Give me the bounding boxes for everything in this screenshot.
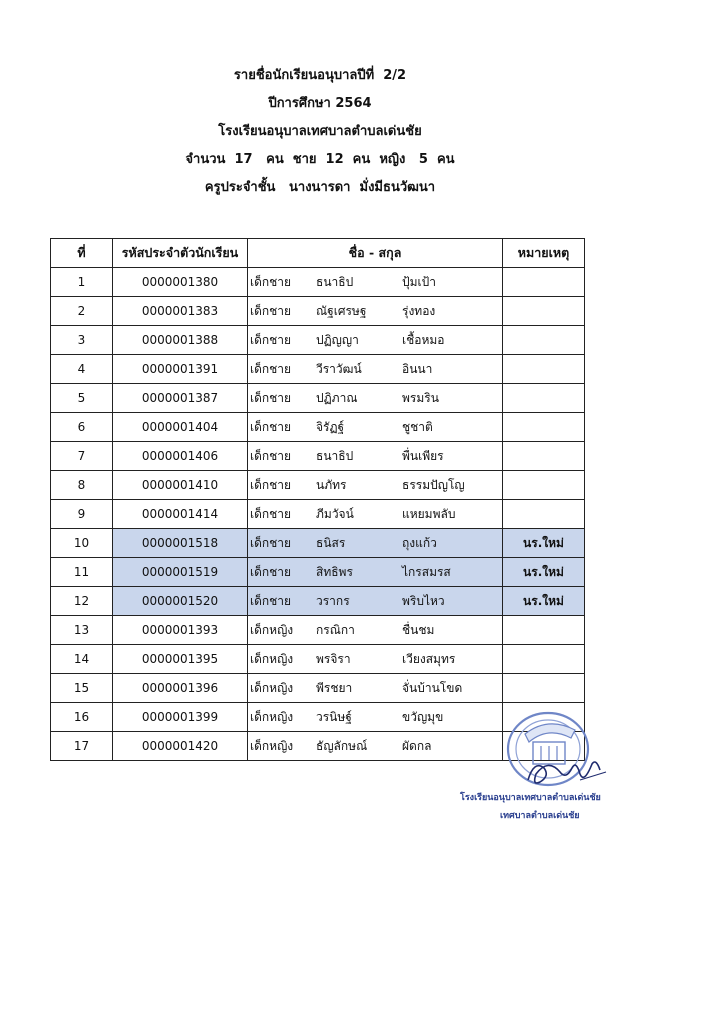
first-name: ณัฐเศรษฐ [316,303,367,318]
student-name [248,616,503,645]
name-prefix: เด็กชาย [250,390,292,405]
name-prefix: เด็กชาย [250,564,292,579]
remark [503,268,585,297]
table-row [51,674,585,703]
first-name: ธนาธิป [316,448,354,463]
student-name [248,326,503,355]
last-name: ขวัญมุข [402,709,444,724]
student-name [248,413,503,442]
last-name: จั่นบ้านโขด [402,680,463,695]
table-row [51,413,585,442]
first-name: วีราวัฒน์ [316,361,362,376]
student-name [248,471,503,500]
table-row [51,645,585,674]
table-row [51,384,585,413]
student-id: 0000001414 [113,500,248,529]
student-name [248,384,503,413]
table-row [51,268,585,297]
student-name [248,268,503,297]
remark [503,500,585,529]
row-number: 9 [51,500,113,529]
row-number: 5 [51,384,113,413]
name-prefix: เด็กชาย [250,332,292,347]
row-number: 3 [51,326,113,355]
row-number: 1 [51,268,113,297]
name-prefix: เด็กชาย [250,593,292,608]
title-school: โรงเรียนอนุบาลเทศบาลตำบลเด่นชัย [218,124,422,139]
name-prefix: เด็กหญิง [250,622,294,637]
student-id: 0000001391 [113,355,248,384]
name-prefix: เด็กชาย [250,535,292,550]
remark [503,413,585,442]
name-prefix: เด็กชาย [250,303,292,318]
student-id: 0000001395 [113,645,248,674]
first-name: ธนิสร [316,535,346,550]
row-number: 7 [51,442,113,471]
title-academic-year: ปีการศึกษา 2564 [268,96,372,111]
stamp-municipality-name: เทศบาลตำบลเด่นชัย [500,811,580,821]
remark [503,355,585,384]
document-header [0,62,640,202]
first-name: ภีมวัจน์ [316,506,354,521]
name-prefix: เด็กหญิง [250,709,294,724]
name-prefix: เด็กหญิง [250,680,294,695]
student-name [248,355,503,384]
last-name: เชื้อหมอ [402,332,445,347]
last-name: ผัดกล [402,738,432,753]
table-row [51,326,585,355]
name-prefix: เด็กชาย [250,448,292,463]
col-header-name: ชื่อ - สกุล [248,239,503,268]
first-name: ธัญลักษณ์ [316,738,368,753]
table-row [51,471,585,500]
remark: นร.ใหม่ [503,587,585,616]
student-id: 0000001520 [113,587,248,616]
remark [503,674,585,703]
title-class: รายชื่อนักเรียนอนุบาลปีที่ 2/2 [233,68,407,83]
first-name: ปฏิญญา [316,332,359,347]
remark [503,616,585,645]
first-name: พีรชยา [316,680,353,695]
table-row [51,355,585,384]
col-header-student-id: รหัสประจำตัวนักเรียน [113,239,248,268]
first-name: จิรัฏฐ์ [316,419,345,434]
stamp-school-name: โรงเรียนอนุบาลเทศบาลตำบลเด่นชัย [460,793,601,803]
row-number: 14 [51,645,113,674]
remark [503,645,585,674]
student-id: 0000001383 [113,297,248,326]
table-row [51,558,585,587]
name-prefix: เด็กหญิง [250,651,294,666]
remark [503,326,585,355]
last-name: ชูชาติ [402,419,433,434]
last-name: ไกรสมรส [402,564,451,579]
table-row [51,442,585,471]
student-id: 0000001387 [113,384,248,413]
name-prefix: เด็กชาย [250,361,292,376]
row-number: 2 [51,297,113,326]
student-id: 0000001393 [113,616,248,645]
student-id: 0000001406 [113,442,248,471]
row-number: 8 [51,471,113,500]
last-name: แหยมพลับ [402,506,456,521]
row-number: 13 [51,616,113,645]
first-name: กรณิกา [316,622,355,637]
col-header-remark: หมายเหตุ [503,239,585,268]
student-id: 0000001399 [113,703,248,732]
first-name: พรจิรา [316,651,351,666]
student-name [248,703,503,732]
col-header-number: ที่ [51,239,113,268]
first-name: วรากร [316,593,350,608]
student-id: 0000001420 [113,732,248,761]
last-name: พริบไหว [402,593,445,608]
student-count: จำนวน 17 คน ชาย 12 คน หญิง 5 คน [185,152,455,167]
last-name: พื่นเพียร [402,448,444,463]
name-prefix: เด็กชาย [250,419,292,434]
name-prefix: เด็กชาย [250,477,292,492]
row-number: 12 [51,587,113,616]
table-body [51,268,585,761]
student-name [248,442,503,471]
last-name: ถุงแก้ว [402,535,437,550]
remark: นร.ใหม่ [503,558,585,587]
remark: นร.ใหม่ [503,529,585,558]
remark [503,442,585,471]
student-name [248,529,503,558]
remark [503,471,585,500]
student-roster-table [50,238,585,761]
student-name [248,674,503,703]
student-name [248,500,503,529]
remark [503,384,585,413]
row-number: 17 [51,732,113,761]
first-name: นภัทร [316,477,347,492]
row-number: 16 [51,703,113,732]
table-row [51,587,585,616]
name-prefix: เด็กชาย [250,506,292,521]
remark [503,297,585,326]
student-id: 0000001396 [113,674,248,703]
student-id: 0000001388 [113,326,248,355]
student-id: 0000001380 [113,268,248,297]
last-name: ชื่นชม [402,622,435,637]
row-number: 10 [51,529,113,558]
student-name [248,645,503,674]
student-id: 0000001519 [113,558,248,587]
student-name [248,558,503,587]
table-row [51,297,585,326]
student-name [248,297,503,326]
table-row [51,616,585,645]
name-prefix: เด็กชาย [250,274,292,289]
last-name: ปุ้มเป้า [402,274,436,289]
homeroom-teacher: ครูประจำชั้น นางนารดา มั่งมีธนวัฒนา [204,180,436,195]
last-name: พรมริน [402,390,439,405]
student-name [248,732,503,761]
signature [520,750,610,790]
first-name: วรนิษฐ์ [316,709,352,724]
table-row [51,500,585,529]
row-number: 15 [51,674,113,703]
first-name: ธนาธิป [316,274,354,289]
last-name: อินนา [402,361,433,376]
student-id: 0000001410 [113,471,248,500]
student-id: 0000001404 [113,413,248,442]
last-name: เวียงสมุทร [402,651,456,666]
first-name: สิทธิพร [316,564,353,579]
student-id: 0000001518 [113,529,248,558]
name-prefix: เด็กหญิง [250,738,294,753]
last-name: ธรรมปัญโญ [402,477,465,492]
first-name: ปฏิภาณ [316,390,358,405]
row-number: 4 [51,355,113,384]
row-number: 11 [51,558,113,587]
last-name: รุ่งทอง [402,303,436,318]
table-row [51,529,585,558]
table-header-row [51,239,585,268]
student-name [248,587,503,616]
row-number: 6 [51,413,113,442]
